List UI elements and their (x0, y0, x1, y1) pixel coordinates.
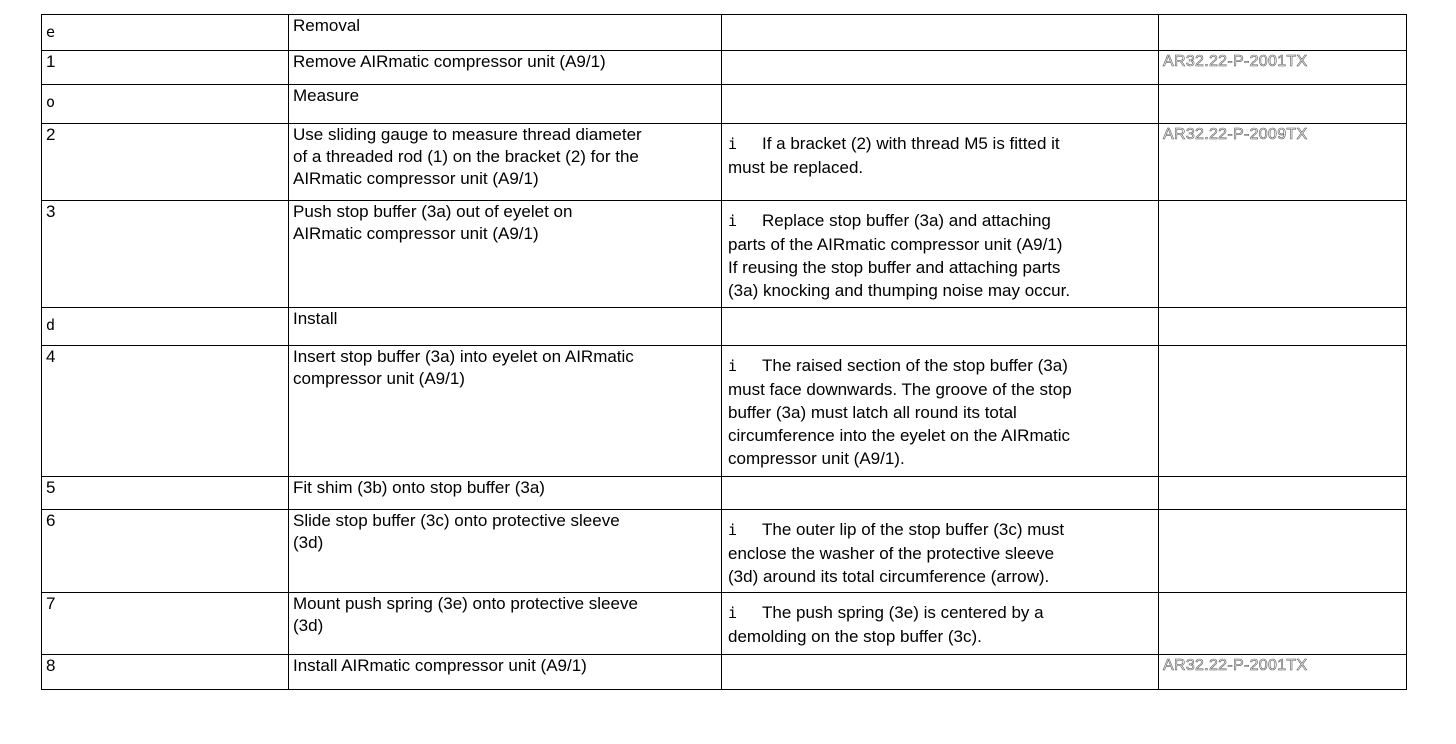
marker-cell (42, 124, 289, 201)
note-text: The raised section of the stop buffer (3a) must face downwards. The groove of the stop buffer (3a) must latch all round its total circumference into the eyelet on the AIRmatic compressor unit (A9/1). (728, 356, 1072, 468)
note-cell (722, 85, 1159, 124)
marker-cell (42, 201, 289, 308)
step-number: 1 (46, 52, 56, 71)
note-cell (722, 201, 1159, 308)
action-cell (289, 477, 722, 510)
table-row (42, 510, 1407, 593)
step-action: Slide stop buffer (3c) onto protective sleeve (3d) (293, 511, 620, 552)
note-text: If a bracket (2) with thread M5 is fitted it must be replaced. (728, 134, 1060, 177)
reference-cell (1159, 510, 1407, 593)
table-row (42, 85, 1407, 124)
step-number: 6 (46, 511, 56, 530)
step-number: 2 (46, 125, 56, 144)
action-cell (289, 308, 722, 346)
note-cell (722, 124, 1159, 201)
table-row (42, 593, 1407, 655)
reference-cell (1159, 477, 1407, 510)
reference-cell (1159, 124, 1407, 201)
step-action: Install AIRmatic compressor unit (A9/1) (293, 656, 587, 675)
note (726, 346, 1153, 470)
note-cell (722, 593, 1159, 655)
step-action: Push stop buffer (3a) out of eyelet on AIRmatic compressor unit (A9/1) (293, 202, 573, 243)
document-reference-link[interactable]: AR32.22-P-2001TX (1163, 53, 1308, 70)
step-number: 7 (46, 594, 56, 613)
marker-cell (42, 510, 289, 593)
note-cell (722, 15, 1159, 51)
marker-cell (42, 477, 289, 510)
note-cell (722, 346, 1159, 477)
step-number: 4 (46, 347, 56, 366)
note (726, 124, 1153, 179)
note-text: Replace stop buffer (3a) and attaching parts of the AIRmatic compressor unit (A9/1) If reusing the stop buffer and attaching parts (3a) knocking and thumping noise may occur. (728, 211, 1071, 300)
step-action: Mount push spring (3e) onto protective sleeve (3d) (293, 594, 638, 635)
note-text: The push spring (3e) is centered by a demolding on the stop buffer (3c). (728, 603, 1044, 646)
table-row (42, 201, 1407, 308)
marker-cell (42, 51, 289, 85)
reference-cell (1159, 85, 1407, 124)
reference-cell (1159, 201, 1407, 308)
document-reference-link[interactable]: AR32.22-P-2009TX (1163, 126, 1308, 143)
note (726, 201, 1153, 302)
reference-cell (1159, 15, 1407, 51)
marker-cell (42, 593, 289, 655)
info-icon: i (728, 357, 738, 375)
marker-cell (42, 85, 289, 124)
table-row (42, 477, 1407, 510)
step-action: Insert stop buffer (3a) into eyelet on AIRmatic compressor unit (A9/1) (293, 347, 634, 388)
section-heading: Removal (293, 16, 361, 35)
step-number: 8 (46, 656, 56, 675)
document-reference-link[interactable]: AR32.22-P-2001TX (1163, 657, 1308, 674)
step-action: Remove AIRmatic compressor unit (A9/1) (293, 52, 606, 71)
section-heading: Install (293, 309, 338, 328)
note-cell (722, 51, 1159, 85)
step-number: 3 (46, 202, 56, 221)
action-cell (289, 85, 722, 124)
section-heading: Measure (293, 86, 360, 105)
action-cell (289, 124, 722, 201)
note-cell (722, 477, 1159, 510)
table-row (42, 51, 1407, 85)
reference-cell (1159, 51, 1407, 85)
info-icon: i (728, 604, 738, 622)
table-row (42, 655, 1407, 690)
action-cell (289, 346, 722, 477)
info-icon: i (728, 212, 738, 230)
action-cell (289, 15, 722, 51)
reference-cell (1159, 308, 1407, 346)
note (726, 593, 1153, 648)
procedure-table (41, 14, 1407, 690)
note-cell (722, 308, 1159, 346)
step-action: Fit shim (3b) onto stop buffer (3a) (293, 478, 545, 497)
table-body (42, 15, 1407, 690)
table-row (42, 15, 1407, 51)
action-cell (289, 201, 722, 308)
reference-cell (1159, 346, 1407, 477)
note (726, 510, 1153, 588)
action-cell (289, 510, 722, 593)
reference-cell (1159, 655, 1407, 690)
action-cell (289, 655, 722, 690)
table-row (42, 308, 1407, 346)
note-cell (722, 510, 1159, 593)
action-cell (289, 593, 722, 655)
section-symbol: o (46, 93, 56, 111)
table-row (42, 124, 1407, 201)
note-cell (722, 655, 1159, 690)
table-row (42, 346, 1407, 477)
marker-cell (42, 655, 289, 690)
info-icon: i (728, 521, 738, 539)
section-symbol: e (46, 23, 56, 41)
info-icon: i (728, 135, 738, 153)
marker-cell (42, 308, 289, 346)
step-number: 5 (46, 478, 56, 497)
note-text: The outer lip of the stop buffer (3c) must enclose the washer of the protective sleeve (3d) around its total circumference (arrow). (728, 520, 1065, 586)
marker-cell (42, 15, 289, 51)
action-cell (289, 51, 722, 85)
marker-cell (42, 346, 289, 477)
section-symbol: d (46, 316, 56, 334)
reference-cell (1159, 593, 1407, 655)
step-action: Use sliding gauge to measure thread diameter of a threaded rod (1) on the bracket (2) for the AIRmatic compressor unit (A9/1) (293, 125, 642, 188)
